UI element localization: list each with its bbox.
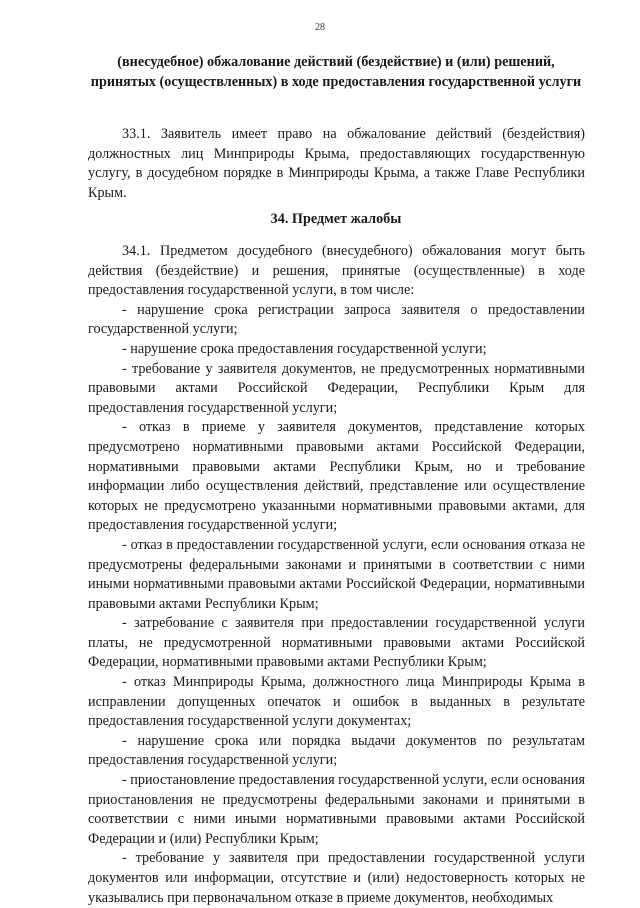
list-item: - требование у заявителя документов, не предусмотренных нормативными правовыми актами Российской Федерации, Республики Крым для предоставления государственной услуги; bbox=[88, 360, 585, 416]
list-item: - нарушение срока или порядка выдачи документов по результатам предоставления государственной услуги; bbox=[88, 732, 585, 769]
paragraph-33-1: 33.1. Заявитель имеет право на обжалование действий (бездействия) должностных лиц Минприроды Крыма, предоставляющих государственную услугу, в досудебном порядке в Минприроды Крыма, а также Главе Республики Крым. bbox=[88, 126, 585, 201]
section-heading-appeal: (внесудебное) обжалование действий (бездействие) и (или) решений, принятых (осуществленных) в ходе предоставления государственной услуги bbox=[90, 54, 582, 90]
list-item: - затребование с заявителя при предоставлении государственной услуги платы, не предусмотренной нормативными правовыми актами Российской Федерации, нормативными правовыми актами Республики Крым; bbox=[88, 615, 585, 671]
page-number: 28 bbox=[315, 22, 325, 33]
list-item: - отказ в приеме у заявителя документов, представление которых предусмотрено нормативными правовыми актами Российской Федерации, нормативными правовыми актами Республики Крым, но и требование информации либо осуществления действий, представление или осуществление которых не предусмотрено указанными нормативными правовыми актами, для предоставления государственной услуги; bbox=[88, 419, 585, 534]
list-item: - приостановление предоставления государственной услуги, если основания приостановления не предусмотрены федеральными законами и принятыми в соответствии с ними иными нормативными правовыми актами Российской Федерации и (или) Республики Крым; bbox=[88, 772, 585, 847]
section-34-body bbox=[88, 242, 585, 908]
list-item: - отказ в предоставлении государственной услуги, если основания отказа не предусмотрены федеральными законами и принятыми в соответствии с ними иными нормативными правовыми актами Российской Федерации, нормативными правовыми актами Республики Крым; bbox=[88, 536, 585, 612]
list-item: - нарушение срока предоставления государственной услуги; bbox=[122, 340, 487, 357]
list-item: - отказ Минприроды Крыма, должностного лица Минприроды Крыма в исправлении допущенных опечаток и ошибок в выданных в результате предоставления государственной услуги документах; bbox=[88, 674, 585, 730]
list-item: - нарушение срока регистрации запроса заявителя о предоставлении государственной услуги; bbox=[88, 301, 585, 338]
section-heading-34: 34. Предмет жалобы bbox=[270, 211, 402, 227]
list-item: - требование у заявителя при предоставлении государственной услуги документов или информации, отсутствие и (или) недостоверность которых не указывались при первоначальном отказе в приеме документов, необходимых bbox=[88, 850, 585, 906]
paragraph-34-1-intro: 34.1. Предметом досудебного (внесудебного) обжалования могут быть действия (бездействие) и решения, принятые (осуществленные) в ходе предоставления государственной услуги, в том числе: bbox=[88, 243, 585, 299]
